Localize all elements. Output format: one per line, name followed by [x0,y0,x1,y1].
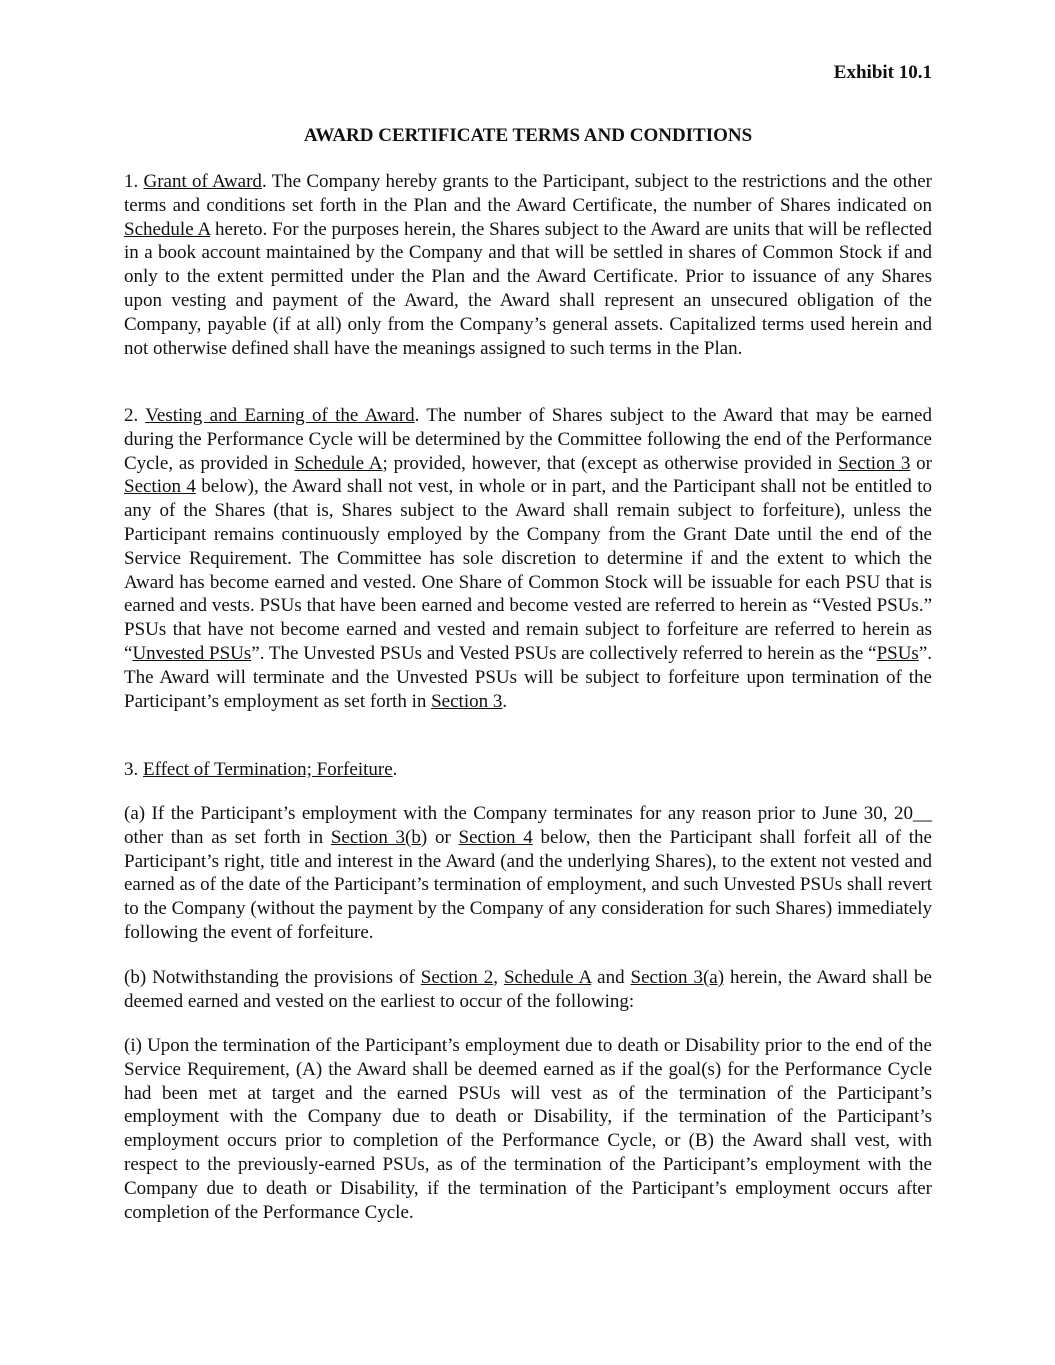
body-text: (a) If the Participant’s employment with the Company terminates for any reason prior to June 30, 20__ other than as set forth in [124,803,932,848]
section-heading: Grant of Award [143,171,262,192]
section-number: 3. [124,759,143,780]
schedule-a-reference: Schedule A [294,452,383,474]
section-1-grant-of-award [124,170,932,360]
section-3b-reference: Section 3(b) [330,826,428,848]
body-text: . [392,759,398,780]
body-text: ”. The Unvested PSUs and Vested PSUs are collectively referred to herein as the “ [251,642,877,664]
body-text: and [591,967,631,988]
section-3b [124,966,932,1014]
body-text: . The Company hereby grants to the Participant, subject to the restrictions and the other terms and conditions set forth in the Plan and the Award Certificate, the number of Shares indicated on [124,171,933,216]
body-text: , [493,967,504,988]
section-4-reference: Section 4 [124,476,196,498]
body-text: below, then the Participant shall forfeit all of the Participant’s right, title and interest in the Award (and the underlying Shares), to the extent not vested and earned as of the date of the Participant’s termination of employment, and such Unvested PSUs shall revert to the Company (without the payment by the Company of any consideration for such Shares) immediately following the event of forfeiture. [124,826,932,943]
section-2-vesting [124,404,932,713]
section-number: 1. [124,171,144,192]
exhibit-label: Exhibit 10.1 [833,62,932,83]
body-text: or [910,452,932,474]
section-3-reference: Section 3 [838,452,911,474]
section-4-reference: Section 4 [458,826,533,848]
section-3a-reference: Section 3(a) [630,967,725,988]
section-2-reference: Section 2 [420,967,494,988]
body-text: below), the Award shall not vest, in whole or in part, and the Participant shall not be entitled to any of the Shares (that is, Shares subject to the Award shall remain subject to forfeiture), unless the Participant remains continuously employed by the Company from the Grant Date until the end of the Service Requirement. The Committee has sole discretion to determine if and the extent to which the Award has become earned and vested. One Share of Common Stock will be issuable for each PSU that is earned and vests. PSUs that have been earned and become vested are referred to herein as “Vested PSUs.” PSUs that have not become earned and vested and remain subject to forfeiture are referred to herein as “ [124,476,932,664]
section-heading: Effect of Termination; Forfeiture [143,759,393,780]
body-text: hereto. For the purposes herein, the Shares subject to the Award are units that will be reflected in a book account maintained by the Company and that will be settled in shares of Common Stock if and only to the extent permitted under the Plan and the Award Certificate. Prior to issuance of any Shares upon vesting and payment of the Award, the Award shall represent an unsecured obligation of the Company, payable (if at all) only from the Company’s general assets. Capitalized terms used herein and not otherwise defined shall have the meanings assigned to such terms in the Plan. [124,218,932,359]
body-text: . The number of Shares subject to the Award that may be earned during the Performance Cycle will be determined by the Committee following the end of the Performance Cycle, as provided in [124,405,932,474]
schedule-a-reference: Schedule A [124,218,211,240]
body-text: . [502,690,508,712]
body-text: ; provided, however, that (except as otherwise provided in [382,452,839,474]
section-number: 2. [124,405,146,426]
section-3a [124,802,932,945]
body-text: (b) Notwithstanding the provisions of [124,967,421,988]
schedule-a-reference: Schedule A [503,967,592,988]
body-text: (i) Upon the termination of the Participant’s employment due to death or Disability prior to the end of the Service Requirement, (A) the Award shall be deemed earned as if the goal(s) for the Performance Cycle had been met at target and the earned PSUs will vest as of the termination of the Participant’s employment with the Company due to death or Disability, if the termination of the Participant’s employment occurs prior to completion of the Performance Cycle, or (B) the Award shall vest, with respect to the previously-earned PSUs, as of the termination of the Participant’s employment with the Company due to death or Disability, if the termination of the Participant’s employment occurs after completion of the Performance Cycle. [124,1035,932,1223]
document-title: AWARD CERTIFICATE TERMS AND CONDITIONS [303,125,753,146]
body-text: ”. The Award will terminate and the Unvested PSUs will be subject to forfeiture upon termination of the Participant’s employment as set forth in [124,642,932,712]
section-3-heading [124,758,932,782]
section-3-reference: Section 3 [431,690,503,712]
body-text: herein, the Award shall be deemed earned and vested on the earliest to occur of the following: [124,967,932,1012]
body-text: or [427,826,459,848]
unvested-psus-term: Unvested PSUs [132,642,252,664]
psus-term: PSUs [876,642,919,664]
section-heading: Vesting and Earning of the Award [145,405,415,426]
section-3b-i [124,1034,932,1224]
